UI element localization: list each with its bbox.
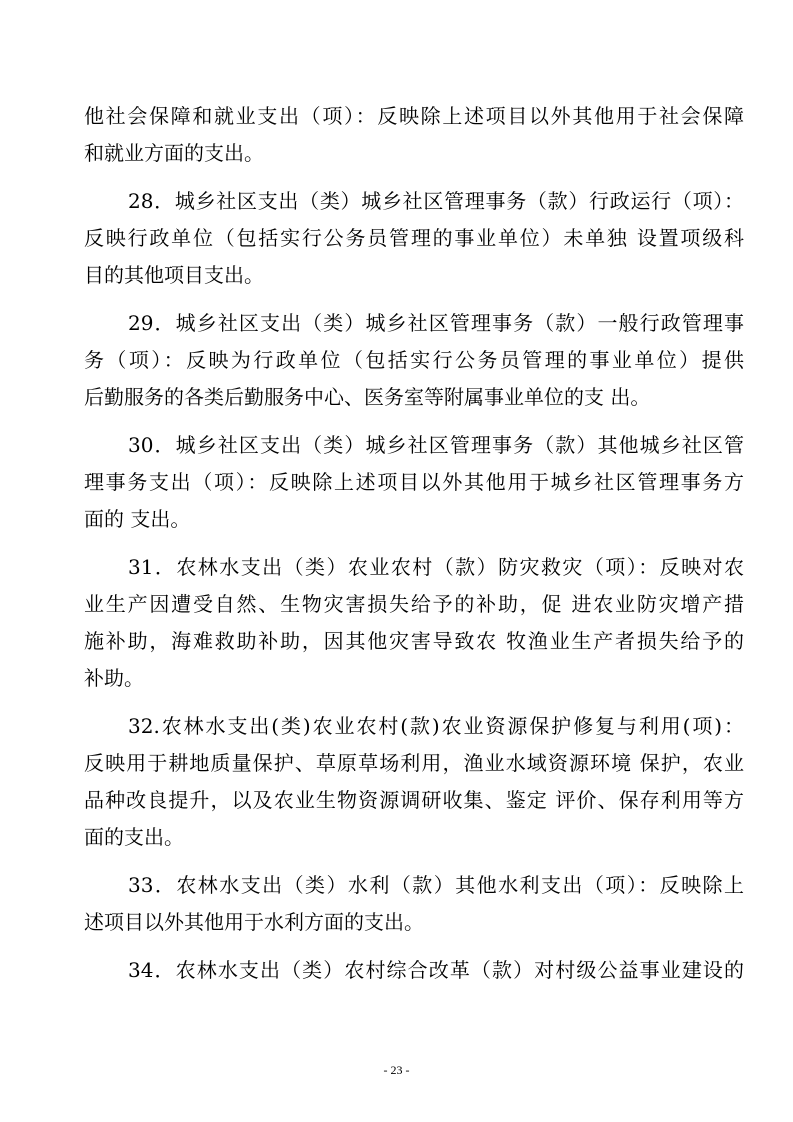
text-line: 他社会保障和就业支出（项）：反映除上述项目以外其他用于社会保障: [84, 104, 744, 128]
paragraph-gap: [84, 294, 744, 305]
text-line: 28．城乡社区支出（类）城乡社区管理事务（款）行政运行（项）：: [128, 189, 744, 213]
text-line: 反映行政单位（包括实行公务员管理的事业单位）未单独 设置项级科: [84, 226, 744, 250]
text-line: 补助。: [84, 666, 144, 690]
paragraph: [84, 867, 744, 941]
paragraph: [84, 952, 744, 989]
text-line: 后勤服务的各类后勤服务中心、医务室等附属事业单位的支 出。: [84, 385, 651, 409]
text-line: 施补助，海难救助补助，因其他灾害导致农 牧渔业生产者损失给予的: [84, 629, 744, 653]
text-line: 33．农林水支出（类）水利（款）其他水利支出（项）：反映除上: [128, 873, 744, 897]
body-text: [84, 98, 744, 989]
page-number: - 23 -: [383, 1063, 410, 1077]
paragraph-gap: [84, 416, 744, 427]
paragraph-gap: [84, 538, 744, 549]
paragraph: [84, 708, 744, 856]
text-line: 面的支出。: [84, 825, 184, 849]
text-line: 30．城乡社区支出（类）城乡社区管理事务（款）其他城乡社区管: [128, 433, 744, 457]
text-line: 目的其他项目支出。: [84, 263, 264, 287]
paragraph-gap: [84, 172, 744, 183]
paragraph-gap: [84, 856, 744, 867]
text-line: 32.农林水支出(类)农业农村(款)农业资源保护修复与利用(项)：: [128, 714, 744, 738]
paragraph: [84, 305, 744, 416]
text-line: 务（项）：反映为行政单位（包括实行公务员管理的事业单位）提供: [84, 348, 744, 372]
paragraph: [84, 183, 744, 294]
text-line: 面的 支出。: [84, 507, 191, 531]
paragraph-gap: [84, 697, 744, 708]
paragraph-gap: [84, 941, 744, 952]
text-line: 述项目以外其他用于水利方面的支出。: [84, 910, 424, 934]
paragraph: [84, 98, 744, 172]
text-line: 理事务支出（项）：反映除上述项目以外其他用于城乡社区管理事务方: [84, 470, 744, 494]
text-line: 31．农林水支出（类）农业农村（款）防灾救灾（项）：反映对农: [128, 555, 744, 579]
text-line: 品种改良提升，以及农业生物资源调研收集、鉴定 评价、保存利用等方: [84, 788, 744, 812]
text-line: 29．城乡社区支出（类）城乡社区管理事务（款）一般行政管理事: [128, 311, 744, 335]
text-line: 和就业方面的支出。: [84, 141, 264, 165]
paragraph: [84, 549, 744, 697]
text-line: 反映用于耕地质量保护、草原草场利用，渔业水域资源环境 保护，农业: [84, 751, 744, 775]
paragraph: [84, 427, 744, 538]
text-line: 34．农林水支出（类）农村综合改革（款）对村级公益事业建设的: [128, 958, 744, 982]
text-line: 业生产因遭受自然、生物灾害损失给予的补助，促 进农业防灾增产措: [84, 592, 744, 616]
